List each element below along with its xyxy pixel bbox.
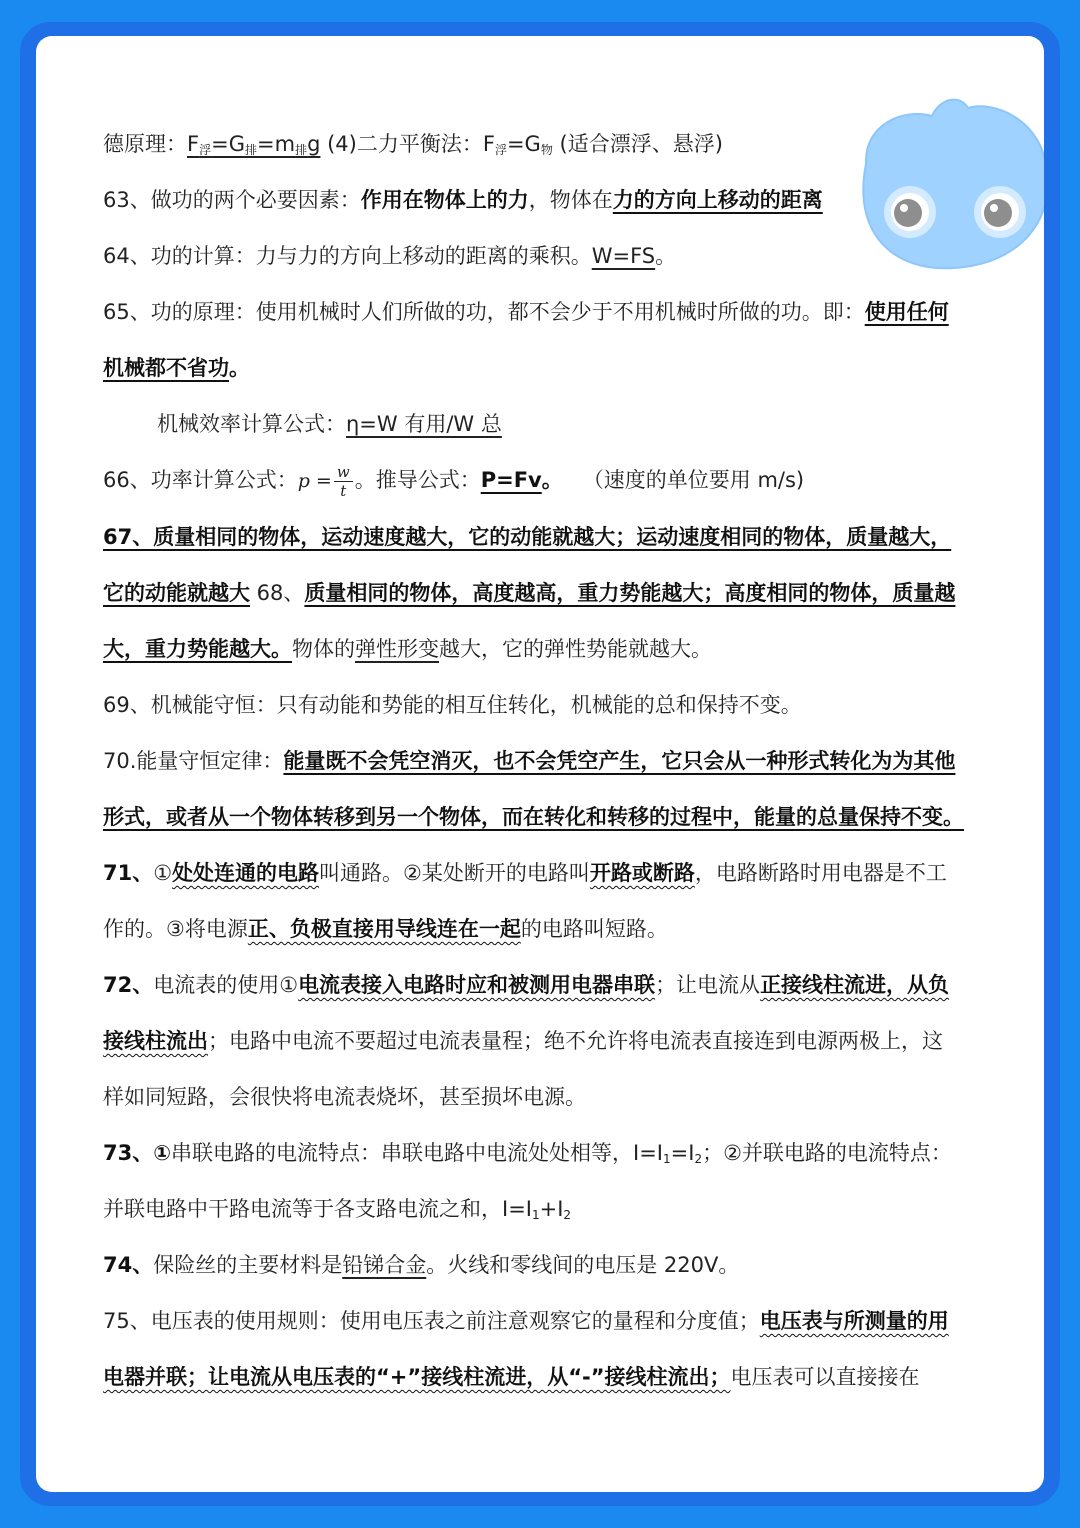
bold-text: 作用在物体上的力 bbox=[360, 188, 529, 212]
text: 63、做功的两个必要因素： bbox=[103, 188, 361, 212]
subscript: 浮 bbox=[494, 143, 507, 157]
notes-content bbox=[103, 116, 981, 1405]
text: 德原理： bbox=[103, 132, 187, 156]
line-71b bbox=[103, 901, 981, 957]
line-65-cont bbox=[103, 340, 981, 396]
wavy-text: 接线柱流出 bbox=[103, 1029, 208, 1053]
line-67c bbox=[103, 621, 981, 677]
text: 64、功的计算：力与力的方向上移动的距离的乘积。 bbox=[103, 244, 592, 268]
text: 机械效率计算公式： bbox=[157, 412, 346, 436]
text: 。推导公式： bbox=[354, 468, 481, 492]
line-buoyancy bbox=[103, 116, 981, 172]
subscript: 排 bbox=[295, 143, 308, 157]
text: 66、功率计算公式： bbox=[103, 468, 298, 492]
text: 串联电路的电流特点：串联电路中电流处处相等，I=I bbox=[171, 1141, 663, 1165]
bold-underlined-text: 使用任何 bbox=[864, 300, 949, 324]
text: 。 bbox=[229, 356, 250, 380]
line-75b bbox=[103, 1349, 981, 1405]
text: 。火线和零线间的电压是 220V。 bbox=[426, 1253, 740, 1277]
formula-archimedes bbox=[187, 132, 320, 156]
wavy-text: 正、负极直接用导线连在一起 bbox=[247, 917, 521, 941]
text: 物体的 bbox=[292, 637, 355, 661]
text: 作的。③将电源 bbox=[103, 917, 248, 941]
document-page bbox=[36, 36, 1044, 1492]
line-67b bbox=[103, 565, 981, 621]
text: ，电路断路时用电器是不工 bbox=[694, 861, 947, 885]
subscript: 排 bbox=[244, 143, 257, 157]
bold-underlined-text: 它的动能就越大 bbox=[103, 581, 250, 605]
text: ；电路中电流不要超过电流表量程；绝不允许将电流表直接连到电源两极上，这 bbox=[208, 1029, 943, 1053]
bold-underlined-text: 形式，或者从一个物体转移到另一个物体，而在转化和转移的过程中，能量的总量保持不变。 bbox=[103, 805, 964, 829]
wavy-text: 处处连通的电路 bbox=[172, 861, 320, 885]
subscript: 1 bbox=[663, 1152, 671, 1166]
line-73a bbox=[103, 1125, 981, 1181]
text: 65、功的原理：使用机械时人们所做的功，都不会少于不用机械时所做的功。即： bbox=[103, 300, 865, 324]
line-66 bbox=[103, 452, 981, 509]
bold-underlined-text: 力的方向上移动的距离 bbox=[612, 188, 823, 212]
line-69 bbox=[103, 677, 981, 733]
text: （速度的单位要用 m/s) bbox=[582, 468, 805, 492]
wavy-text: 开路或断路 bbox=[589, 861, 695, 885]
text: 70.能量守恒定律： bbox=[103, 749, 284, 773]
line-67a bbox=[103, 509, 981, 565]
text: ，物体在 bbox=[528, 188, 613, 212]
formula: W=FS bbox=[591, 244, 656, 268]
subscript: 物 bbox=[540, 143, 553, 157]
text: 68、 bbox=[250, 581, 305, 605]
wavy-text: 电压表与所测量的用 bbox=[759, 1309, 949, 1333]
text: =G bbox=[211, 132, 245, 156]
text: 。 bbox=[541, 468, 563, 492]
wavy-text: 电流表接入电路时应和被测用电器串联 bbox=[298, 973, 656, 997]
line-72c bbox=[103, 1069, 981, 1125]
item-number: 71、 bbox=[103, 861, 154, 885]
line-72a bbox=[103, 957, 981, 1013]
line-75a bbox=[103, 1293, 981, 1349]
bold-underlined-text: 机械都不省功 bbox=[103, 356, 229, 380]
text: =G bbox=[506, 132, 541, 156]
formula: P=Fv bbox=[480, 468, 542, 492]
text: ① bbox=[153, 861, 173, 885]
formula-var: p = bbox=[297, 470, 332, 492]
denominator: t bbox=[340, 481, 347, 500]
item-number: 72、 bbox=[103, 973, 154, 997]
text: 电流表的使用① bbox=[153, 973, 299, 997]
line-70a bbox=[103, 733, 981, 789]
text: 叫通路。②某处断开的电路叫 bbox=[319, 861, 590, 885]
subscript: 2 bbox=[694, 1152, 703, 1166]
text: =m bbox=[257, 132, 296, 156]
line-70b bbox=[103, 789, 981, 845]
text: 69、机械能守恒：只有动能和势能的相互住转化，机械能的总和保持不变。 bbox=[103, 693, 802, 717]
text: =I bbox=[670, 1141, 695, 1165]
text: 并联电路中干路电流等于各支路电流之和，I=I bbox=[103, 1197, 532, 1221]
item-number: 74、 bbox=[103, 1253, 154, 1277]
text: 保险丝的主要材料是 bbox=[153, 1253, 343, 1277]
bold-underlined-text: 67、质量相同的物体，运动速度越大，它的动能就越大；运动速度相同的物体，质量越大， bbox=[103, 525, 952, 549]
text: 的电路叫短路。 bbox=[520, 917, 668, 941]
line-65 bbox=[103, 284, 981, 340]
text: ；②并联电路的电流特点： bbox=[702, 1141, 952, 1165]
bold-underlined-text: 能量既不会凭空消灭，也不会凭空产生，它只会从一种形式转化为为其他 bbox=[283, 749, 956, 773]
item-number: 73、① bbox=[103, 1141, 172, 1165]
line-73b bbox=[103, 1181, 981, 1237]
underlined-text: 弹性形变 bbox=[355, 637, 439, 661]
text: 越大，它的弹性势能就越大。 bbox=[439, 637, 712, 661]
underlined-text: 铅锑合金 bbox=[342, 1253, 427, 1277]
line-71a bbox=[103, 845, 981, 901]
text: +I bbox=[539, 1197, 564, 1221]
line-63 bbox=[103, 172, 981, 228]
wavy-text: 电器并联；让电流从电压表的“+”接线柱流进，从“-”接线柱流出； bbox=[103, 1365, 731, 1389]
bold-underlined-text: 大，重力势能越大。 bbox=[103, 637, 292, 661]
text: (4)二力平衡法：F bbox=[320, 132, 495, 156]
line-64 bbox=[103, 228, 981, 284]
bold-underlined-text: 质量相同的物体，高度越高，重力势能越大；高度相同的物体，质量越 bbox=[304, 581, 956, 605]
text: 75、电压表的使用规则：使用电压表之前注意观察它的量程和分度值； bbox=[103, 1309, 760, 1333]
line-74 bbox=[103, 1237, 981, 1293]
text: g bbox=[307, 132, 321, 156]
fraction bbox=[334, 463, 353, 500]
text: 。 bbox=[655, 244, 677, 268]
formula: η=W 有用/W 总 bbox=[346, 412, 502, 436]
text: ；让电流从 bbox=[655, 973, 761, 997]
wavy-text: 正接线柱流进，从负 bbox=[760, 973, 950, 997]
numerator: w bbox=[334, 463, 353, 482]
subscript: 1 bbox=[531, 1208, 540, 1222]
line-efficiency bbox=[103, 396, 981, 452]
text: 样如同短路，会很快将电流表烧坏，甚至损坏电源。 bbox=[103, 1085, 586, 1109]
text: (适合漂浮、悬浮) bbox=[552, 132, 723, 156]
line-72b bbox=[103, 1013, 981, 1069]
subscript: 浮 bbox=[199, 143, 212, 157]
text: 电压表可以直接接在 bbox=[730, 1365, 920, 1389]
text: F bbox=[187, 132, 200, 156]
subscript: 2 bbox=[563, 1208, 572, 1222]
